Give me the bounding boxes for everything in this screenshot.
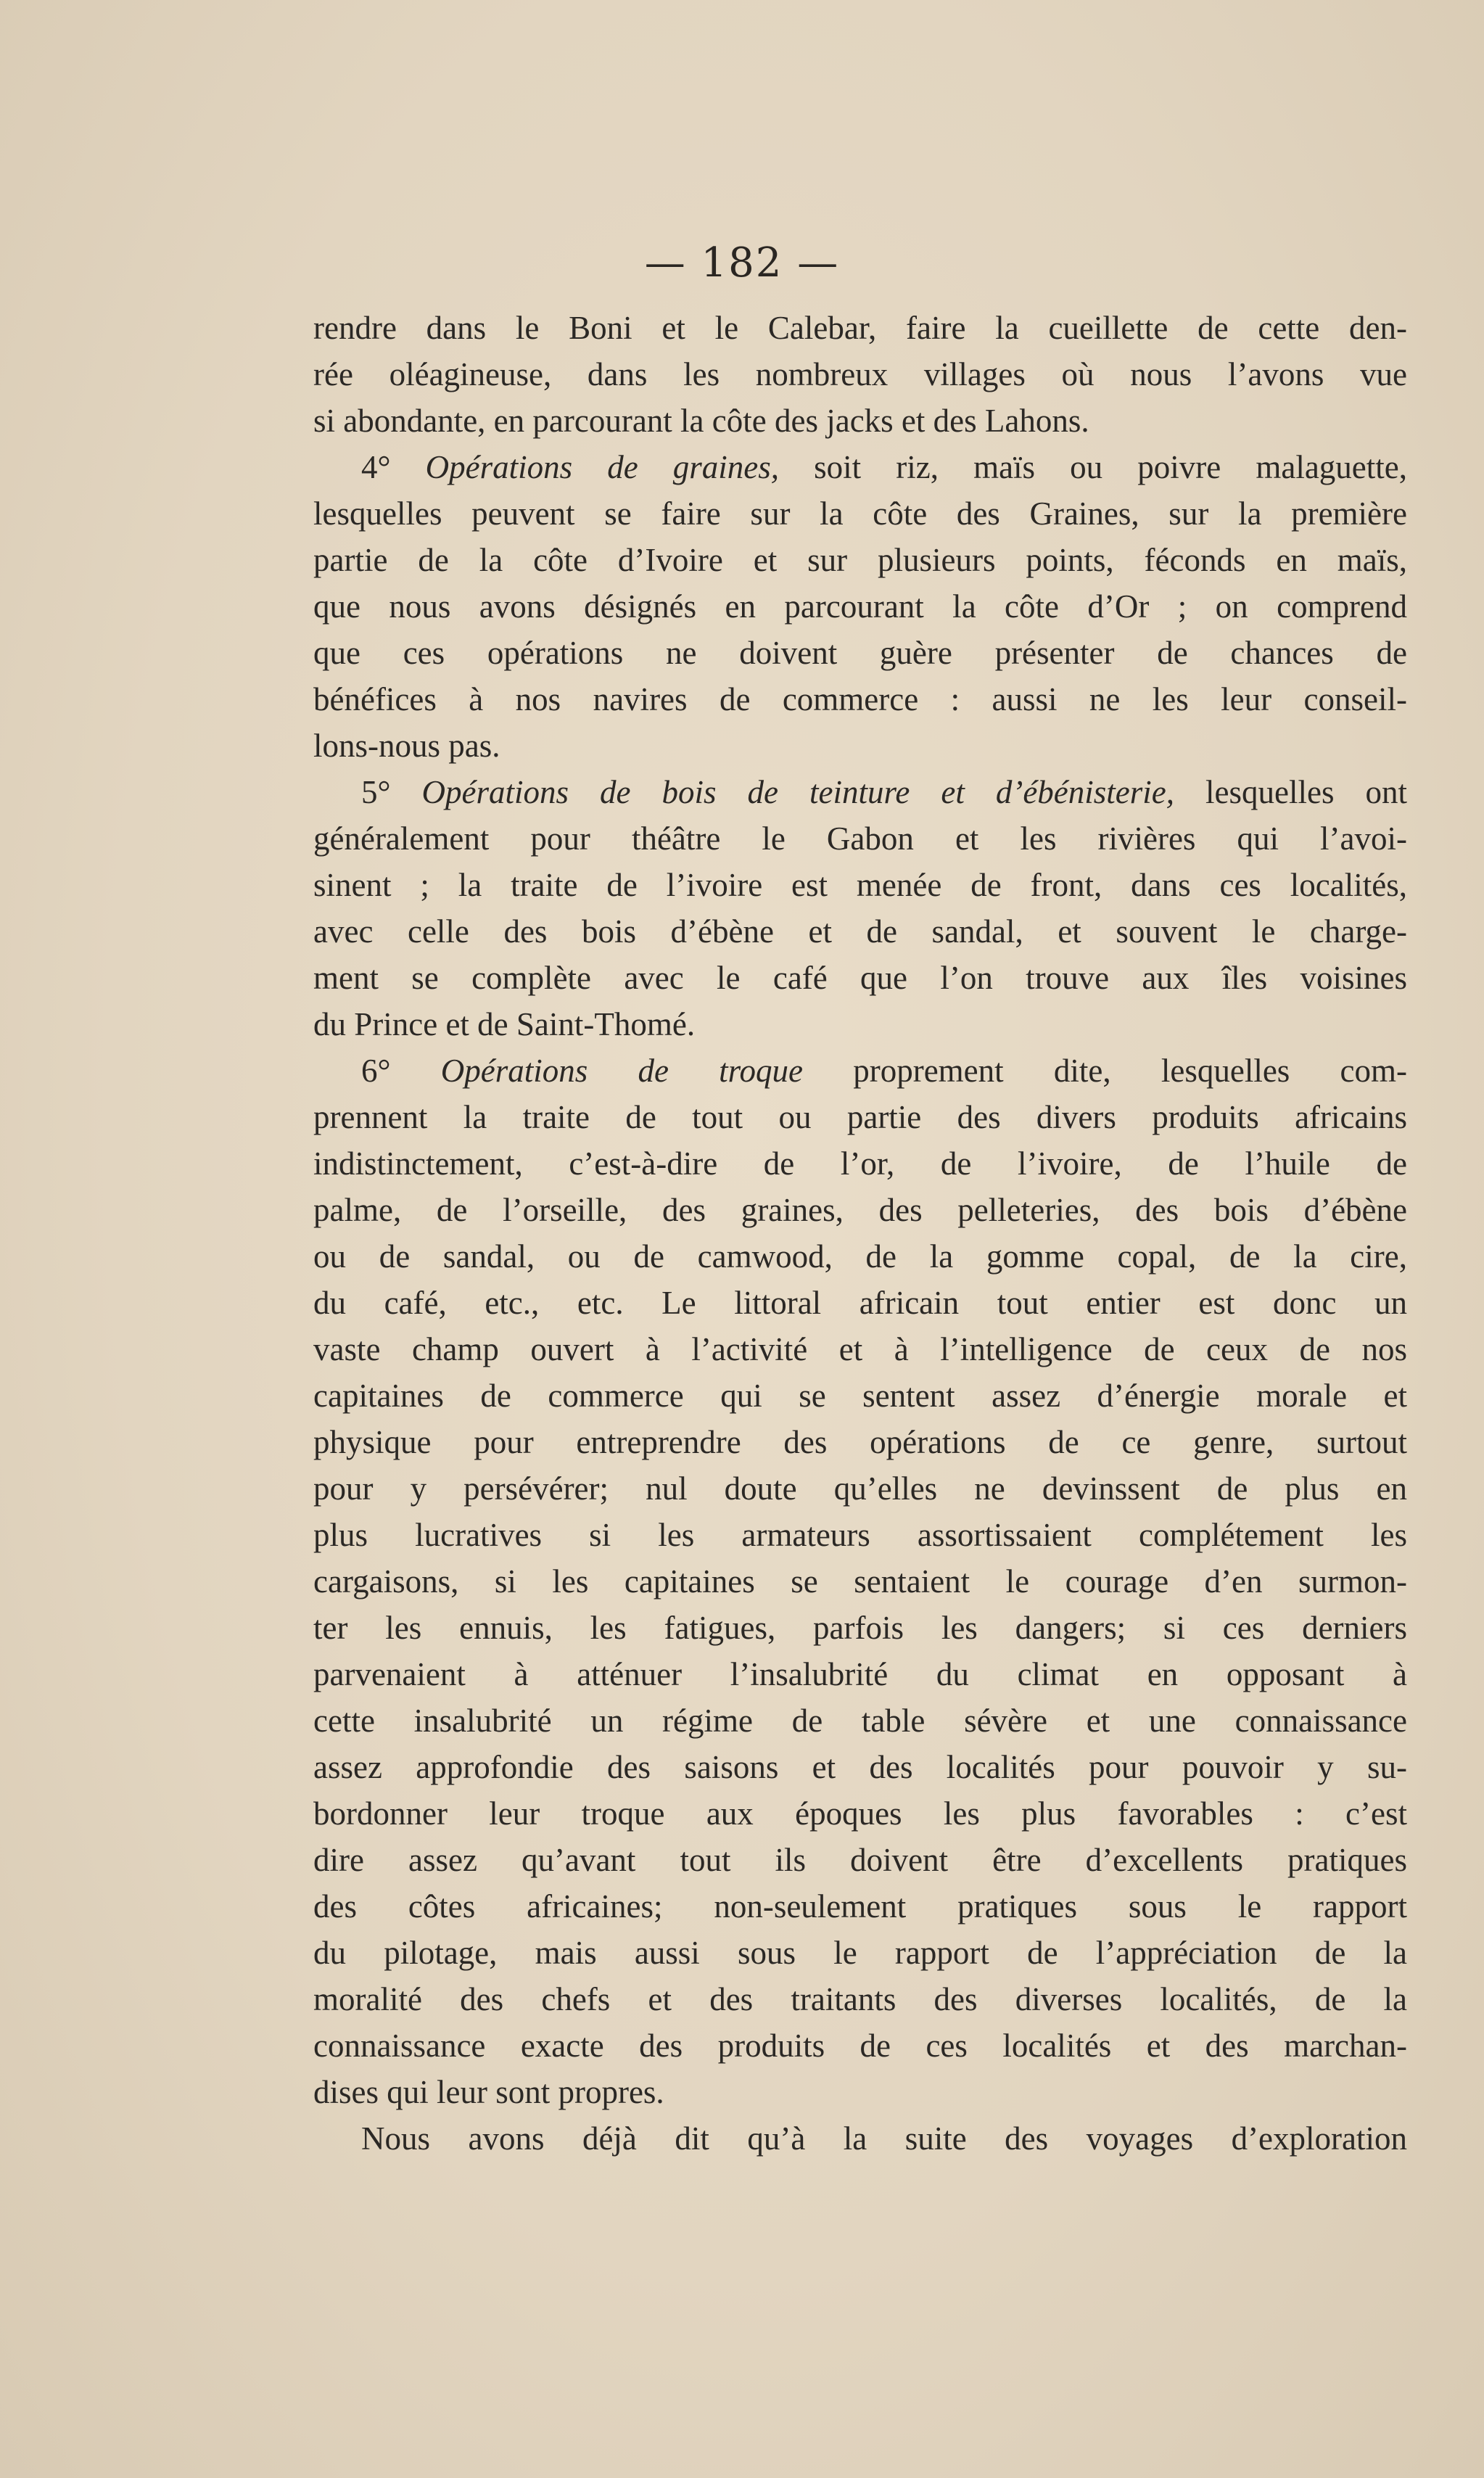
- text-line: physique pour entreprendre des opérations de ce genre, surtout: [313, 1424, 1407, 1460]
- section-number: 4°: [361, 449, 426, 485]
- text-line: indistinctement, c’est-à-dire de l’or, de l’ivoire, de l’huile de: [313, 1145, 1407, 1182]
- page-number: — 182 —: [644, 239, 840, 287]
- text-line: bénéfices à nos navires de commerce : aussi ne les leur conseil-: [313, 681, 1407, 717]
- text-line-section-4: [313, 444, 1407, 490]
- text-line: pour y persévérer; nul doute qu’elles ne devinssent de plus en: [313, 1470, 1407, 1507]
- section-title: Opérations de troque: [440, 1053, 803, 1089]
- text-line: prennent la traite de tout ou partie des divers produits africains: [313, 1099, 1407, 1135]
- text-line: du café, etc., etc. Le littoral africain tout entier est donc un: [313, 1285, 1407, 1321]
- text-line: palme, de l’orseille, des graines, des pelleteries, des bois d’ébène: [313, 1192, 1407, 1228]
- text-line: capitaines de commerce qui se sentent assez d’énergie morale et: [313, 1378, 1407, 1414]
- text-line: rendre dans le Boni et le Calebar, faire la cueillette de cette den-: [313, 310, 1407, 346]
- text-line: moralité des chefs et des traitants des diverses localités, de la: [313, 1981, 1407, 2017]
- text-line: que ces opérations ne doivent guère présenter de chances de: [313, 635, 1407, 671]
- text-line: partie de la côte d’Ivoire et sur plusieurs points, féconds en maïs,: [313, 542, 1407, 578]
- text-line: assez approfondie des saisons et des localités pour pouvoir y su-: [313, 1749, 1407, 1785]
- section-title: Opérations de graines,: [425, 449, 780, 485]
- text-line: vaste champ ouvert à l’activité et à l’intelligence de ceux de nos: [313, 1331, 1407, 1367]
- text-line: que nous avons désignés en parcourant la côte d’Or ; on comprend: [313, 588, 1407, 625]
- line-rest: lesquelles ont: [1174, 774, 1407, 810]
- text-line: bordonner leur troque aux époques les plus favorables : c’est: [313, 1795, 1407, 1832]
- section-number: 5°: [361, 774, 422, 810]
- text-line: lesquelles peuvent se faire sur la côte des Graines, sur la première: [313, 495, 1407, 532]
- text-line-section-6: [313, 1047, 1407, 1094]
- text-line: du Prince et de Saint-Thomé.: [313, 1006, 696, 1042]
- text-line: généralement pour théâtre le Gabon et les rivières qui l’avoi-: [313, 820, 1407, 857]
- text-line: dises qui leur sont propres.: [313, 2074, 664, 2110]
- text-line: ment se complète avec le café que l’on trouve aux îles voisines: [313, 960, 1407, 996]
- text-line: Nous avons déjà dit qu’à la suite des voyages d’exploration: [361, 2120, 1407, 2157]
- text-line-section-5: [313, 769, 1407, 815]
- text-line: cargaisons, si les capitaines se sentaient le courage d’en surmon-: [313, 1563, 1407, 1600]
- text-line: avec celle des bois d’ébène et de sandal, et souvent le charge-: [313, 913, 1407, 950]
- text-line: rée oléagineuse, dans les nombreux villages où nous l’avons vue: [313, 356, 1407, 392]
- line-rest: proprement dite, lesquelles com-: [803, 1053, 1407, 1089]
- text-line: ter les ennuis, les fatigues, parfois les dangers; si ces derniers: [313, 1610, 1407, 1646]
- text-line: connaissance exacte des produits de ces localités et des marchan-: [313, 2028, 1407, 2064]
- text-line: sinent ; la traite de l’ivoire est menée de front, dans ces localités,: [313, 867, 1407, 903]
- text-line: parvenaient à atténuer l’insalubrité du climat en opposant à: [313, 1656, 1407, 1692]
- text-line: du pilotage, mais aussi sous le rapport de l’appréciation de la: [313, 1935, 1407, 1971]
- section-number: 6°: [361, 1053, 441, 1089]
- text-line: ou de sandal, ou de camwood, de la gomme copal, de la cire,: [313, 1238, 1407, 1275]
- text-line: lons-nous pas.: [313, 728, 500, 764]
- section-title: Opérations de bois de teinture et d’ébénisterie,: [421, 774, 1174, 810]
- text-line: plus lucratives si les armateurs assortissaient complétement les: [313, 1517, 1407, 1553]
- text-line: des côtes africaines; non-seulement pratiques sous le rapport: [313, 1888, 1407, 1925]
- text-line: dire assez qu’avant tout ils doivent être d’excellents pratiques: [313, 1842, 1407, 1878]
- body-text: [313, 305, 1407, 2162]
- line-rest: soit riz, maïs ou poivre malaguette,: [779, 449, 1407, 485]
- text-line: cette insalubrité un régime de table sévère et une connaissance: [313, 1703, 1407, 1739]
- text-line: si abondante, en parcourant la côte des jacks et des Lahons.: [313, 403, 1089, 439]
